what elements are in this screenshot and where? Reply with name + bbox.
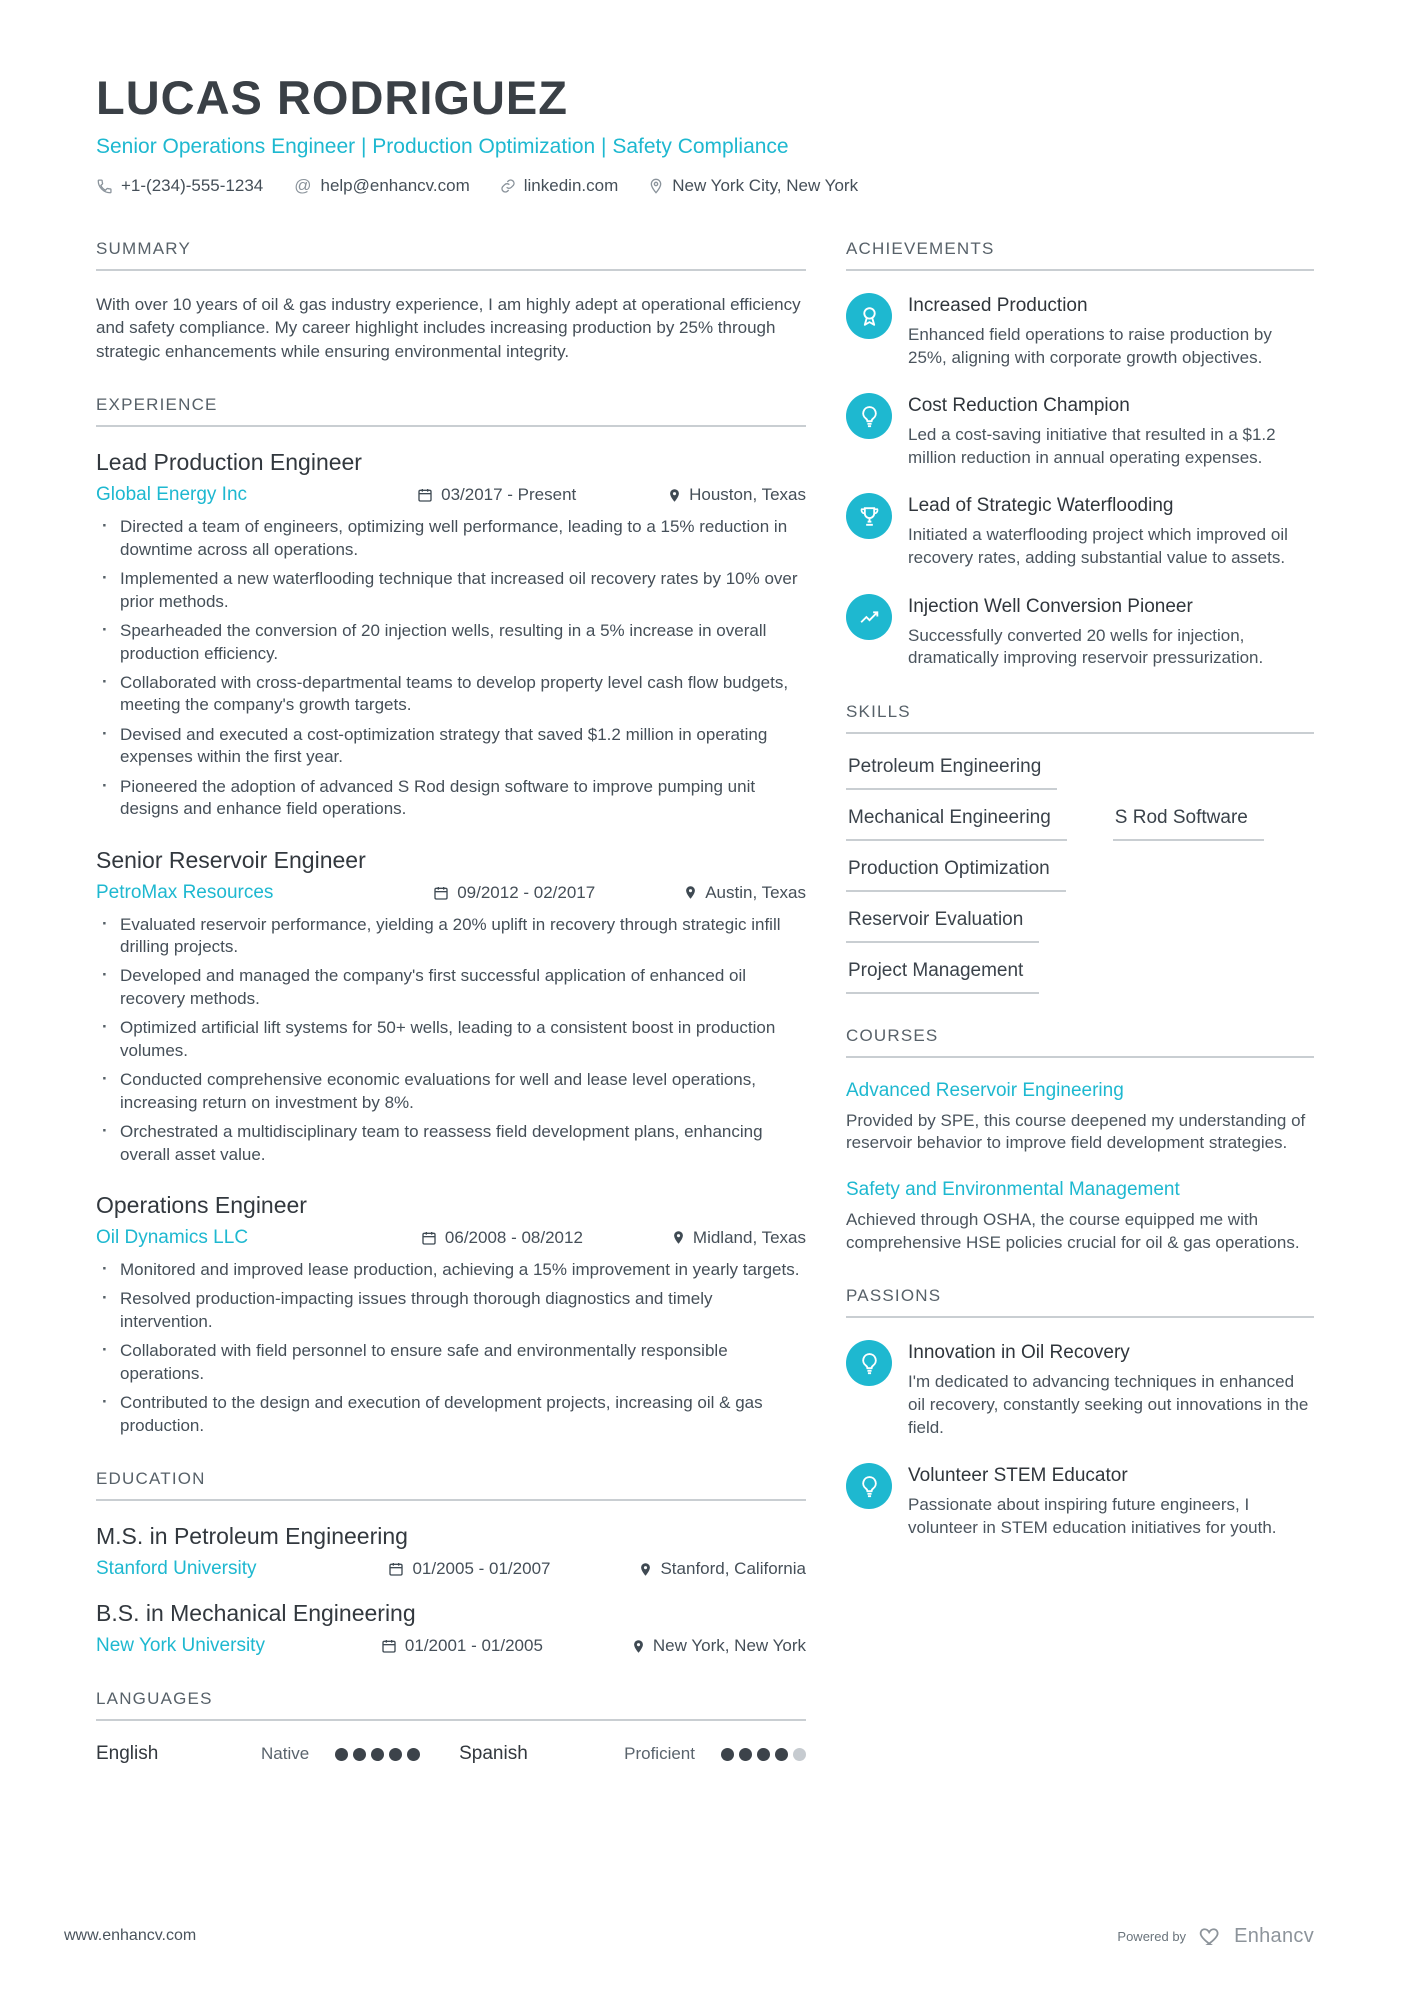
education-location-text: New York, New York [652,1636,806,1656]
job-entry [96,847,806,1166]
email-address[interactable]: help@enhancv.com [320,176,470,195]
job-dates-text: 03/2017 - Present [441,485,577,505]
email-contact[interactable] [293,175,470,197]
job-entry [96,1192,806,1437]
footer-site-link[interactable]: www.enhancv.com [64,1927,197,1944]
experience-heading: EXPERIENCE [96,395,806,427]
contact-row [96,175,1314,197]
achievement-title: Injection Well Conversion Pioneer [908,595,1193,617]
achievements-heading: ACHIEVEMENTS [846,239,1314,271]
link-icon [500,178,516,194]
bulb-icon [846,1340,892,1386]
language-entry [459,1743,806,1765]
language-level: Proficient [624,1744,695,1764]
education-dates [381,1636,631,1656]
calendar-icon [417,487,433,503]
achievement-text: Initiated a waterflooding project which improved oil recovery rates, adding substantial value to assets. [908,525,1288,568]
phone-contact [96,176,263,196]
proficiency-dot [775,1748,788,1761]
achievement-body [908,594,1314,670]
course-title: Safety and Environmental Management [846,1179,1180,1201]
company-name: Oil Dynamics LLC [96,1226,249,1248]
achievement-body [908,293,1314,369]
page-footer [64,1887,1314,1949]
company-name: PetroMax Resources [96,881,274,903]
school-name: Stanford University [96,1558,257,1580]
passion-text: I'm dedicated to advancing techniques in enhanced oil recovery, constantly seeking out innovations in the field. [908,1372,1309,1437]
passion-title: Innovation in Oil Recovery [908,1342,1130,1364]
trophy-icon [846,493,892,539]
calendar-icon [381,1638,397,1654]
language-level: Native [261,1744,310,1764]
bullet-item: · Collaborated with field personnel to ensure safe and environmentally responsible operations. [96,1340,806,1385]
job-entry [96,449,806,820]
skills-heading: SKILLS [846,702,1314,734]
education-meta [96,1635,806,1657]
right-column [846,239,1314,1765]
phone-number: +1-(234)-555-1234 [121,176,264,195]
passions-heading: PASSIONS [846,1286,1314,1318]
link-contact[interactable] [500,176,619,196]
pin-icon [683,885,698,900]
course-text: Achieved through OSHA, the course equipped me with comprehensive HSE policies crucial for oil & gas operations. [846,1210,1300,1252]
degree-title: B.S. in Mechanical Engineering [96,1600,416,1627]
proficiency-dot [335,1748,348,1761]
skill-item: Petroleum Engineering [846,756,1057,790]
course-title: Advanced Reservoir Engineering [846,1079,1124,1101]
education-meta [96,1558,806,1580]
at-icon: @ [294,176,312,195]
location-contact [648,176,858,196]
proficiency-dot [371,1748,384,1761]
course-entry [846,1080,1314,1155]
company-name: Global Energy Inc [96,484,248,506]
skill-item: Project Management [846,960,1039,994]
job-dates [417,485,667,505]
summary-heading: SUMMARY [96,239,806,271]
courses-section [846,1026,1314,1254]
bullet-item: · Implemented a new waterflooding technique that increased oil recovery rates by 10% over prior methods. [96,568,806,613]
job-location [683,883,806,903]
summary-text: With over 10 years of oil & gas industry experience, I am highly adept at operational efficiency and safety compliance. My career highlight includes increasing production by 25% through strategic enhancements while ensuring environmental integrity. [96,295,801,361]
achievement-item [846,293,1314,369]
job-location-text: Houston, Texas [689,485,806,505]
achievement-title: Lead of Strategic Waterflooding [908,495,1174,517]
job-dates [433,883,683,903]
person-name: LUCAS RODRIGUEZ [96,71,568,124]
job-location [671,1228,806,1248]
bulb-icon [846,1463,892,1509]
proficiency-dot [739,1748,752,1761]
summary-section [96,239,806,363]
skill-item: Production Optimization [846,858,1066,892]
calendar-icon [388,1561,404,1577]
proficiency-dot [757,1748,770,1761]
pin-icon [638,1562,653,1577]
achievement-body [908,393,1314,469]
languages-section [96,1689,806,1765]
bullet-item: · Resolved production-impacting issues through thorough diagnostics and timely intervention. [96,1288,806,1333]
bullet-item: · Developed and managed the company's first successful application of enhanced oil recovery methods. [96,965,806,1010]
proficiency-dot [353,1748,366,1761]
pin-icon [631,1639,646,1654]
skill-row [846,909,1314,960]
experience-section [96,395,806,1437]
chart-up-icon [846,594,892,640]
achievements-section [846,239,1314,670]
achievement-text: Led a cost-saving initiative that resulted in a $1.2 million reduction in annual operating expenses. [908,425,1276,467]
achievement-title: Cost Reduction Champion [908,395,1130,417]
languages-heading: LANGUAGES [96,1689,806,1721]
job-bullets [96,1259,806,1437]
footer-brand-group [1117,1923,1314,1949]
job-dates-text: 09/2012 - 02/2017 [457,882,596,902]
course-text: Provided by SPE, this course deepened my understanding of reservoir behavior to improve field development strategies. [846,1110,1306,1153]
proficiency-dot [793,1748,806,1761]
passion-title: Volunteer STEM Educator [908,1465,1128,1487]
phone-icon [96,178,113,195]
education-location [631,1636,806,1656]
school-name: New York University [96,1635,265,1657]
medal-icon [846,293,892,339]
education-location-text: Stanford, California [660,1559,806,1579]
language-entry [96,1743,459,1765]
bulb-icon [846,393,892,439]
achievement-title: Increased Production [908,295,1088,316]
brand-name[interactable]: Enhancv [1234,1924,1314,1947]
job-dates-text: 06/2008 - 08/2012 [444,1227,583,1247]
job-title: Operations Engineer [96,1191,307,1218]
proficiency-dot [721,1748,734,1761]
education-heading: EDUCATION [96,1469,806,1501]
headline: Senior Operations Engineer | Production Optimization | Safety Compliance [96,135,789,158]
job-location-text: Midland, Texas [692,1227,806,1247]
bullet-item: · Directed a team of engineers, optimizing well performance, leading to a 15% reduction in downtime across all operations. [96,516,806,561]
course-entry [846,1179,1314,1254]
courses-heading: COURSES [846,1026,1314,1058]
bullet-item: · Spearheaded the conversion of 20 injection wells, resulting in a 5% increase in overall production efficiency. [96,620,806,665]
location-pin-icon [648,178,664,194]
education-location [638,1559,806,1579]
job-bullets [96,914,806,1166]
achievement-text: Enhanced field operations to raise production by 25%, aligning with corporate growth objectives. [908,325,1272,367]
passion-body [908,1463,1314,1539]
education-dates-text: 01/2001 - 01/2005 [404,1636,543,1656]
resume-header [96,70,1314,239]
achievement-item [846,493,1314,569]
bullet-item: · Optimized artificial lift systems for 50+ wells, leading to a consistent boost in production volumes. [96,1017,806,1062]
job-bullets [96,516,806,820]
job-dates [421,1228,671,1248]
enhancv-logo-icon [1197,1923,1223,1949]
proficiency-dot [407,1748,420,1761]
degree-title: M.S. in Petroleum Engineering [96,1523,408,1550]
passion-item [846,1340,1314,1439]
bullet-item: · Pioneered the adoption of advanced S Rod design software to improve pumping unit designs and enhance field operations. [96,776,806,821]
job-meta [96,882,806,904]
education-entry [96,1600,806,1657]
bullet-item: · Devised and executed a cost-optimization strategy that saved $1.2 million in operating expenses within the first year. [96,724,806,769]
job-title: Lead Production Engineer [96,449,362,476]
link-text[interactable]: linkedin.com [523,176,619,195]
location-text: New York City, New York [672,176,859,195]
education-dates [388,1559,638,1579]
job-location-text: Austin, Texas [705,882,806,902]
bullet-item: · Contributed to the design and execution of development projects, increasing oil & gas production. [96,1392,806,1437]
passion-body [908,1340,1314,1439]
pin-icon [667,488,682,503]
job-meta [96,484,806,506]
passion-item [846,1463,1314,1539]
education-entry [96,1523,806,1580]
skill-item: Mechanical Engineering [846,807,1067,841]
skill-row [846,756,1314,807]
bullet-item: · Conducted comprehensive economic evaluations for well and lease level operations, increasing return on investment by 8%. [96,1069,806,1114]
job-meta [96,1227,806,1249]
education-section [96,1469,806,1657]
bullet-item: · Monitored and improved lease production, achieving a 15% improvement in yearly targets. [96,1259,806,1281]
proficiency-dot [389,1748,402,1761]
job-location [667,485,806,505]
calendar-icon [421,1230,437,1246]
language-name: English [96,1743,159,1765]
two-column-layout [96,239,1314,1765]
language-dots [721,1748,806,1761]
left-column [96,239,806,1765]
bullet-item: · Collaborated with cross-departmental teams to develop property level cash flow budgets, meeting the company's growth targets. [96,672,806,717]
language-dots [335,1748,420,1761]
powered-by-label: Powered by [1117,1928,1187,1944]
skill-row [846,858,1314,909]
skill-item: S Rod Software [1113,807,1264,841]
bullet-item: · Orchestrated a multidisciplinary team to reassess field development plans, enhancing overall asset value. [96,1121,806,1166]
achievement-item [846,594,1314,670]
achievement-text: Successfully converted 20 wells for injection, dramatically improving reservoir pressurization. [908,625,1264,668]
passion-text: Passionate about inspiring future engineers, I volunteer in STEM education initiatives for youth. [908,1495,1277,1537]
achievement-item [846,393,1314,469]
bullet-item: · Evaluated reservoir performance, yielding a 20% uplift in recovery through strategic infill drilling projects. [96,914,806,959]
skill-item: Reservoir Evaluation [846,909,1039,943]
languages-row [96,1743,806,1765]
job-title: Senior Reservoir Engineer [96,846,366,873]
pin-icon [671,1230,686,1245]
passions-section [846,1286,1314,1539]
skill-row [846,807,1314,858]
skills-section [846,702,1314,994]
education-dates-text: 01/2005 - 01/2007 [412,1559,551,1579]
skill-row [846,960,1314,994]
language-name: Spanish [459,1743,528,1765]
achievement-body [908,493,1314,569]
calendar-icon [433,885,449,901]
